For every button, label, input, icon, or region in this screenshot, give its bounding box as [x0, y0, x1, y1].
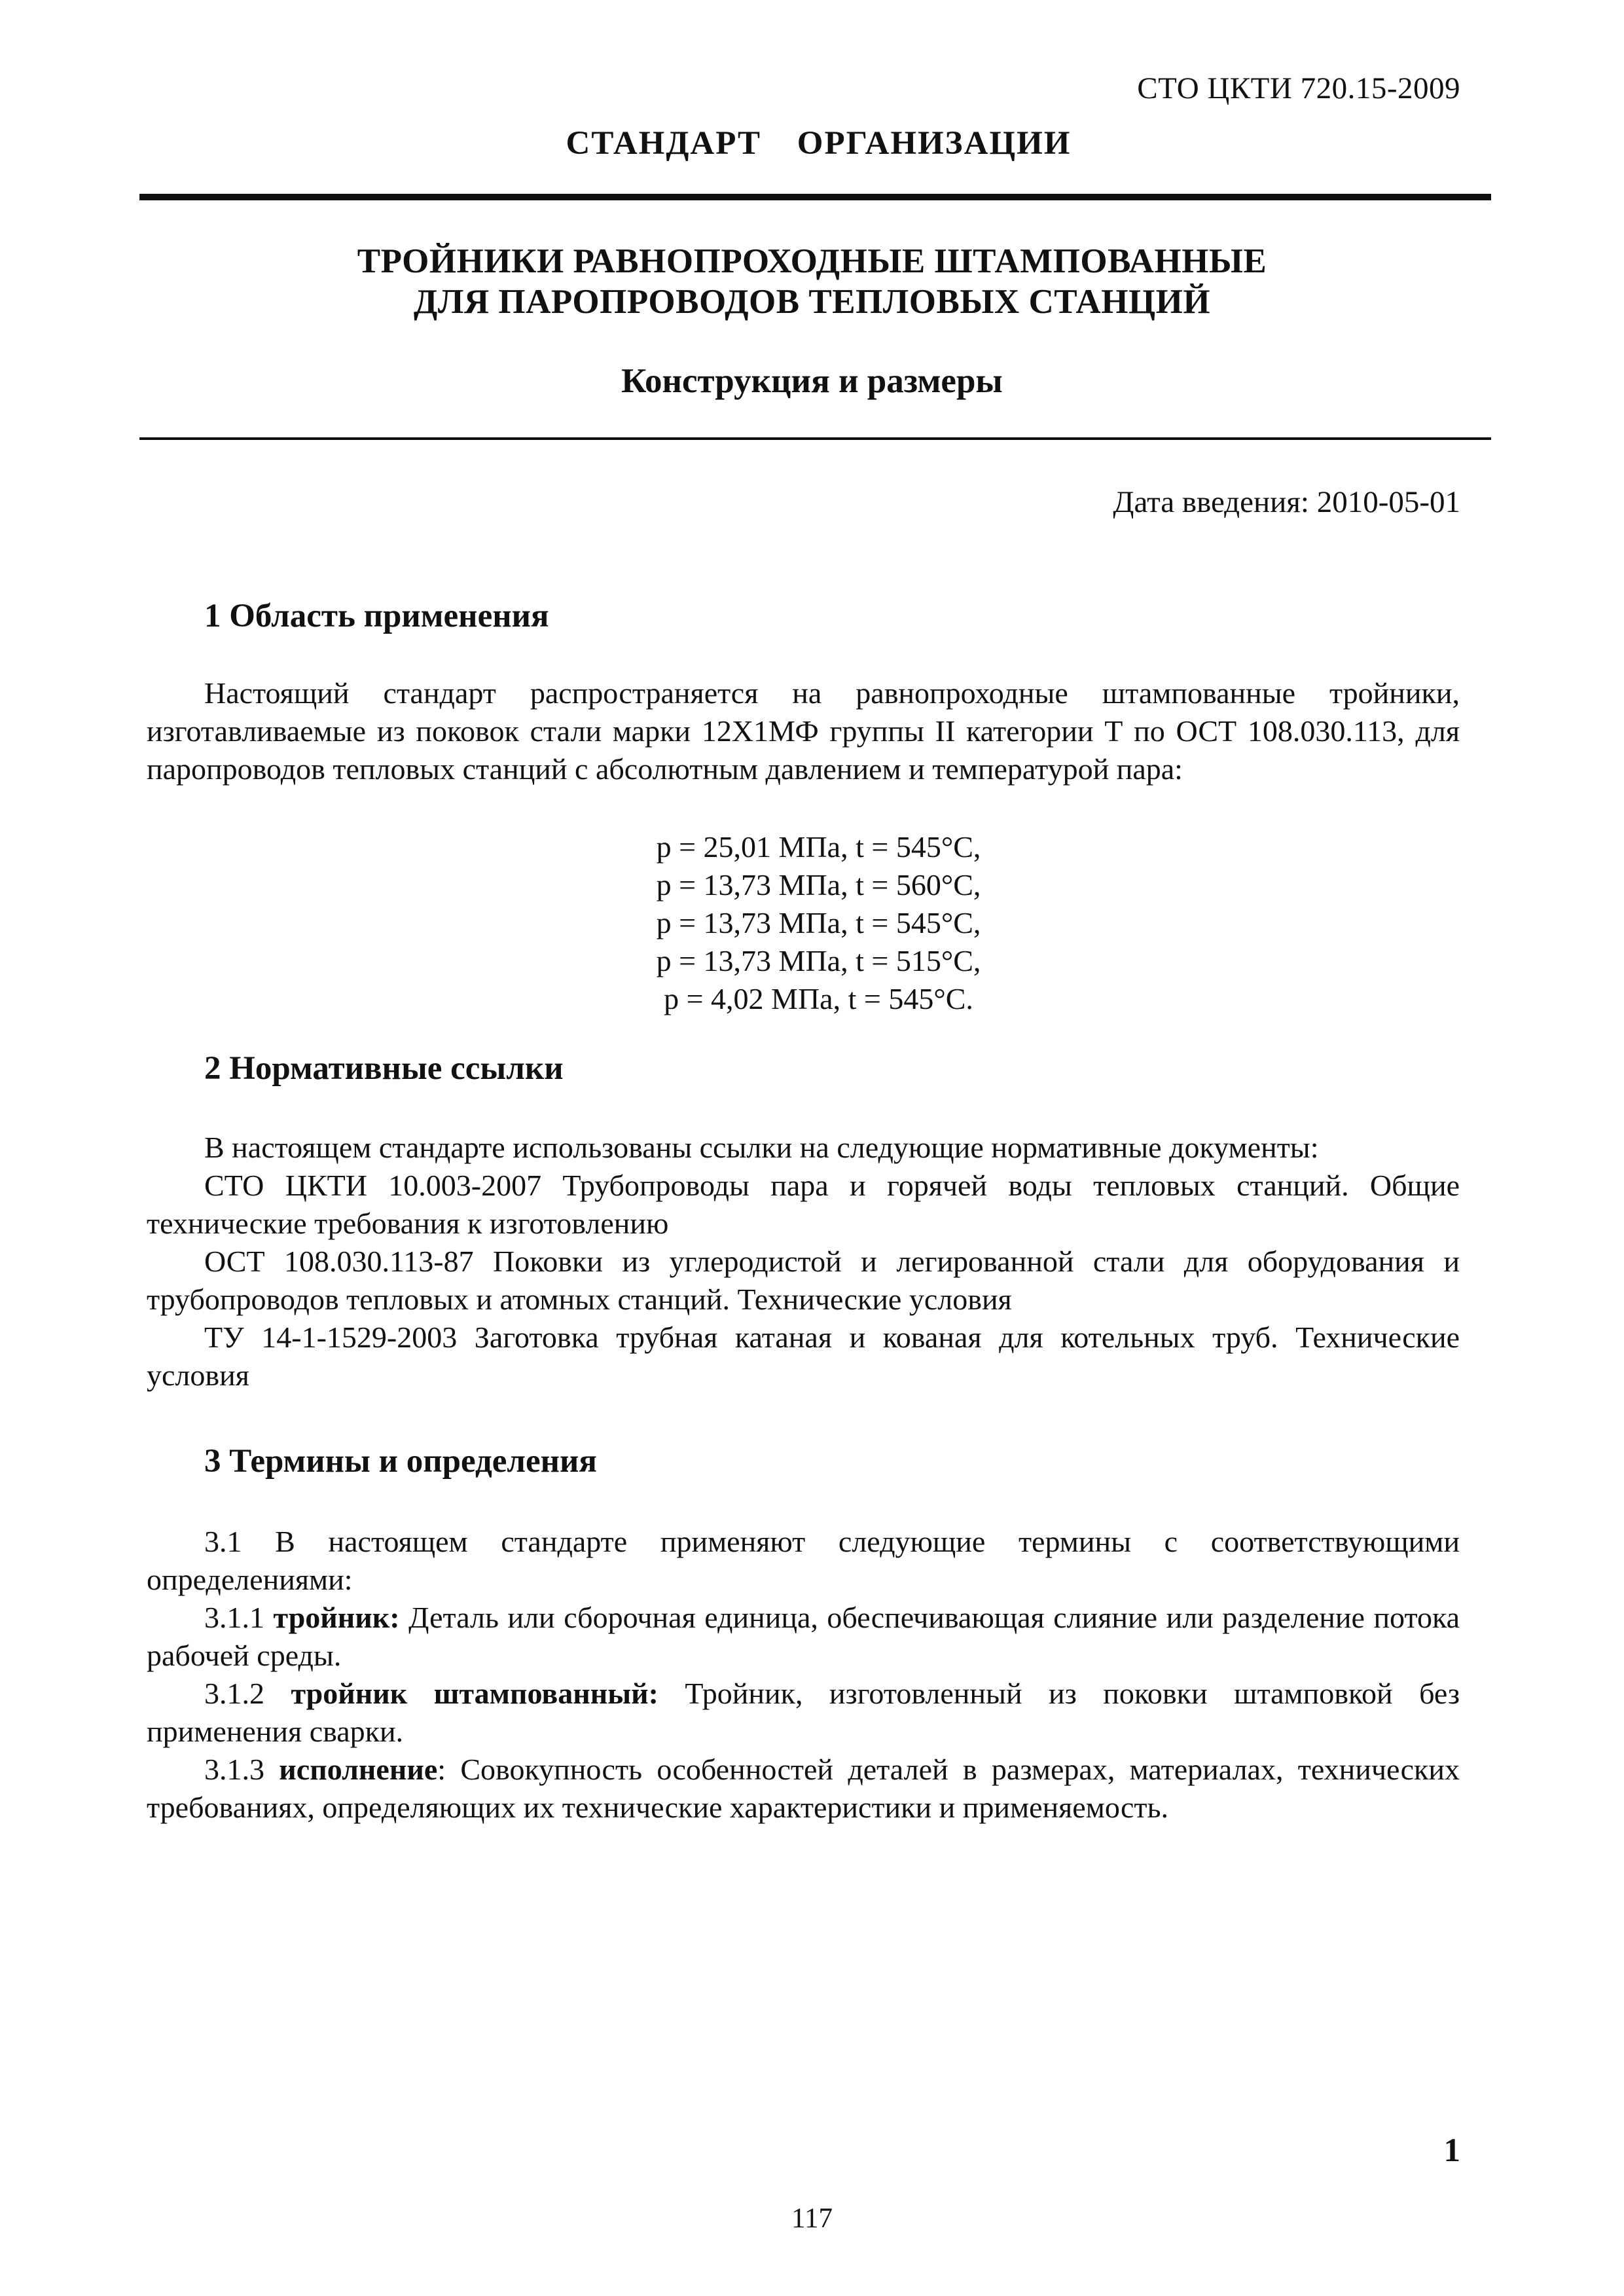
section-page-number: 1 — [1443, 2132, 1460, 2169]
term-name: тройник: — [273, 1601, 400, 1634]
section-2-body — [147, 1129, 1460, 1394]
reference-item: ОСТ 108.030.113-87 Поковки из углеродистой и легированной стали для оборудования и трубопроводов тепловых и атомных станций. Технические условия — [147, 1245, 1460, 1316]
reference-item: СТО ЦКТИ 10.003-2007 Трубопроводы пара и горячей воды тепловых станций. Общие технические требования к изготовлению — [147, 1169, 1460, 1240]
section-2-heading: 2 Нормативные ссылки — [204, 1050, 564, 1087]
introduction-date: Дата введения: 2010-05-01 — [1113, 485, 1460, 519]
title-rule — [139, 437, 1491, 440]
condition-item: р = 13,73 МПа, t = 515°С, — [656, 944, 981, 977]
condition-item: р = 13,73 МПа, t = 560°С, — [656, 868, 981, 902]
title-line-1: ТРОЙНИКИ РАВНОПРОХОДНЫЕ ШТАМПОВАННЫЕ — [357, 242, 1267, 280]
condition-item: р = 25,01 МПа, t = 545°С, — [656, 830, 981, 864]
section-1-body — [147, 674, 1460, 788]
document-code: СТО ЦКТИ 720.15-2009 — [1137, 71, 1460, 105]
section-1-paragraph: Настоящий стандарт распространяется на равнопроходные штампованные тройники, изготавливаемые из поковок стали марки 12Х1МФ группы II категории Т по ОСТ 108.030.113, для паропроводов тепловых станций с абсолютным давлением и температурой пара: — [147, 676, 1460, 786]
reference-intro: В настоящем стандарте использованы ссылки на следующие нормативные документы: — [204, 1131, 1319, 1164]
section-3-body — [147, 1523, 1460, 1827]
header-rule — [139, 194, 1491, 200]
title-line-2: ДЛЯ ПАРОПРОВОДОВ ТЕПЛОВЫХ СТАНЦИЙ — [413, 283, 1211, 321]
term-definition — [147, 1599, 1460, 1675]
term-number: 3.1.2 — [204, 1677, 264, 1710]
document-title — [0, 241, 1624, 322]
document-subtitle: Конструкция и размеры — [621, 362, 1003, 400]
footer-page-number: 117 — [791, 2203, 833, 2234]
condition-item: р = 4,02 МПа, t = 545°С. — [664, 982, 973, 1015]
term-definition — [147, 1675, 1460, 1751]
term-number: 3.1.3 — [204, 1753, 264, 1786]
term-text: : Совокупность особенностей деталей в размерах, материалах, технических требованиях, определяющих их технические характеристики и применяемость. — [147, 1753, 1460, 1824]
term-number: 3.1.1 — [204, 1601, 264, 1634]
term-name: тройник штампованный: — [291, 1677, 659, 1710]
terms-intro: 3.1 В настоящем стандарте применяют следующие термины с соответствующими определениями: — [147, 1525, 1460, 1596]
term-text: Тройник, изготовленный из поковки штамповкой без применения сварки. — [147, 1677, 1460, 1748]
condition-item: р = 13,73 МПа, t = 545°С, — [656, 906, 981, 939]
term-text: Деталь или сборочная единица, обеспечивающая слияние или разделение потока рабочей среды. — [147, 1601, 1460, 1672]
term-definition — [147, 1751, 1460, 1827]
term-name: исполнение — [279, 1753, 438, 1786]
steam-conditions-list — [0, 828, 1624, 1018]
reference-item: ТУ 14-1-1529-2003 Заготовка трубная катаная и кованая для котельных труб. Технические условия — [147, 1321, 1460, 1392]
section-3-heading: 3 Термины и определения — [204, 1443, 598, 1480]
section-1-heading: 1 Область применения — [204, 598, 549, 634]
organization-standard-label: СТАНДАРТ ОРГАНИЗАЦИИ — [566, 125, 1072, 162]
